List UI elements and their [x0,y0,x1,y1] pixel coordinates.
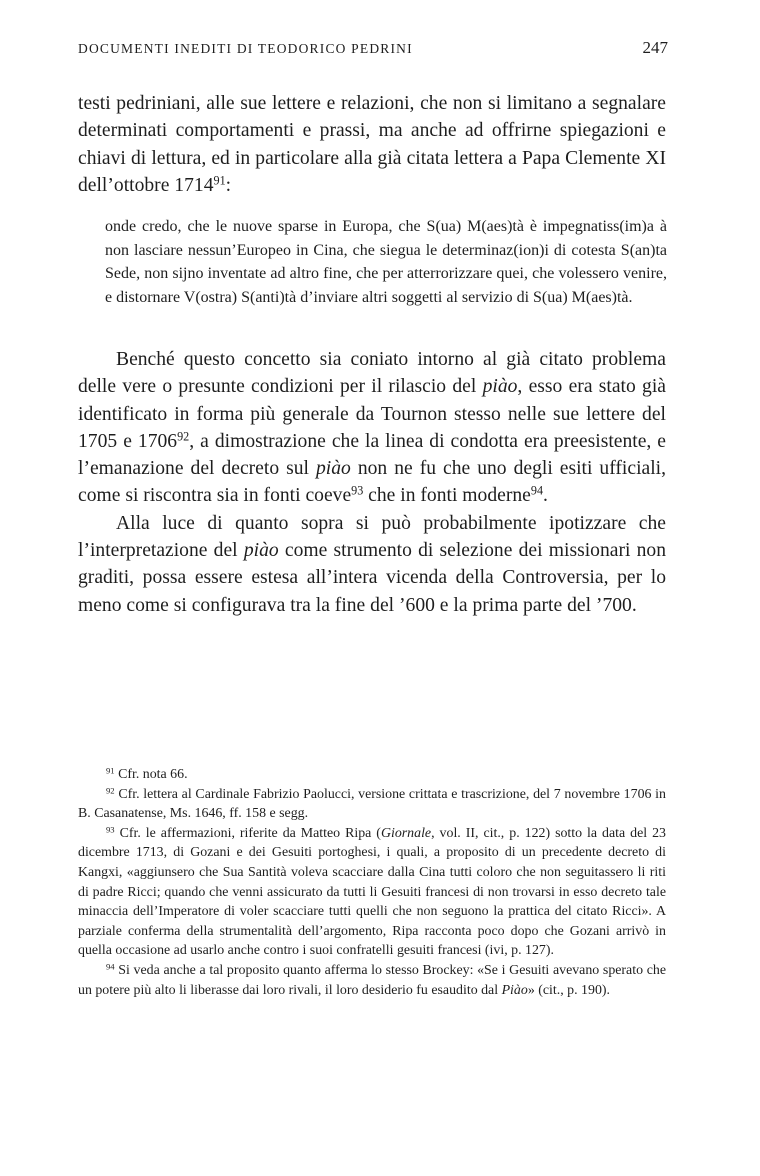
block-quote-text: onde credo, che le nuove sparse in Europa, che S(ua) M(aes)tà è impegnatiss(im)a à non lasciare nessun’Europeo in Cina, che siegua le determinaz(ion)i di cotesta S(an)ta Sede, non sijno inventate ad altro fine, che per atterrorizzare quei, che volessero venire, e distornare V(ostra) S(anti)tà d’inviare altri soggetti al servizio di S(ua) M(aes)tà. [105,218,667,307]
footnotes [78,765,666,1000]
footnote-91-text: Cfr. nota 66. [118,767,188,782]
paragraph-2-part-1: Benché questo concetto sia coniato intorno al già citato problema delle vere o presunte condizioni per il rilascio del [78,349,666,398]
body-paragraph-3 [78,510,666,619]
footnote-92 [78,785,666,824]
footnote-94-part-2: » (cit., p. 190). [527,982,610,998]
footnote-94-part-1: Si veda anche a tal proposito quanto afferma lo stesso Brockey: «Se i Gesuiti avevano sperato che un potere più alto li liberasse dai loro rivali, il loro desiderio fu esaudito dal [78,962,666,998]
block-quote [105,215,667,310]
footnote-94-italic: Piào [501,982,528,998]
footnote-92-text: Cfr. lettera al Cardinale Fabrizio Paolucci, versione crittata e trascrizione, del 7 novembre 1706 in B. Casanatense, Ms. 1646, ff. 158 e segg. [78,786,666,822]
paragraph-3-part-1: Alla luce di quanto sopra si può probabilmente ipotizzare che l’interpretazione del [78,512,666,562]
body-paragraph-2 [78,346,666,510]
paragraph-2-part-4: non ne fu che uno degli esiti ufficiali, come si riscontra sia in fonti coeve [78,458,666,507]
footnote-93-number: 93 [106,824,115,835]
paragraph-2-part-6: . [543,485,548,507]
running-header [78,38,668,58]
footnote-ref-92: 92 [177,429,190,444]
paragraph-2-italic-2: piào [315,458,351,480]
footnote-93-italic: Giornale [380,825,432,841]
footnote-92-number: 92 [106,784,115,795]
footnote-93-part-1: Cfr. le affermazioni, riferite da Matteo Ripa ( [119,825,381,841]
footnote-ref-94: 94 [530,483,544,498]
running-header-title: DOCUMENTI INEDITI DI TEODORICO PEDRINI [78,41,413,56]
paragraph-1-colon: : [225,174,232,196]
footnote-94 [78,961,666,1000]
paragraph-3-part-2: come strumento di selezione dei missionari non graditi, possa essere estesa all’intera vicenda della Controversia, per lo meno come si configurava tra la fine del ’600 e la prima parte del ’700. [78,540,667,616]
paragraph-1-text: testi pedriniani, alle sue lettere e relazioni, che non si limitano a segnalare determinati comportamenti e prassi, ma anche ad offrirne spiegazioni e chiavi di lettura, ed in particolare alla già citata lettera a Papa Clemente XI dell’ottobre 1714 [78,93,666,196]
paragraph-2-part-2: , esso era stato già identificato in forma più generale da Tournon stesso nelle sue lettere del 1705 e 1706 [78,376,666,452]
body-paragraph-1 [78,90,666,199]
paragraph-3-italic-1: piào [243,540,279,562]
footnote-91-number: 91 [106,765,115,776]
footnote-91 [78,765,666,785]
paragraph-2-part-3: , a dimostrazione che la linea di condotta era preesistente, e l’emanazione del decreto sul [78,430,666,480]
paragraph-2-part-5: che in fonti moderne [363,485,531,507]
footnote-ref-93: 93 [351,483,364,498]
paragraph-2-italic-1: piào [482,376,518,398]
footnote-ref-91: 91 [213,173,226,188]
footnote-93-part-2: , vol. II, cit., p. 122) sotto la data del 23 dicembre 1713, di Gozani e dei Gesuiti portoghesi, i quali, a proposito di un precedente decreto di Kangxi, «aggiunsero che Sua Santità voleva scacciare dalla Cina tutti coloro che non seguitassero li riti di padre Ricci; quando che venni assicurato da tutti li Gesuiti francesi di non trovarsi in esso decreto tale minaccia dell’Imperatore di voler scacciare tutti quelli che non seguono la prattica del citato Ricci». A parziale conferma della strumentalità dell’argomento, Ripa racconta poco dopo che Gozani arrivò in quella occasione ad usarlo anche contro i suoi confratelli gesuiti francesi (ivi, p. 127). [78,825,666,959]
page-number: 247 [642,38,668,57]
body-paragraphs-2-3 [78,346,666,619]
footnote-93 [78,824,666,961]
footnote-94-number: 94 [106,961,115,972]
